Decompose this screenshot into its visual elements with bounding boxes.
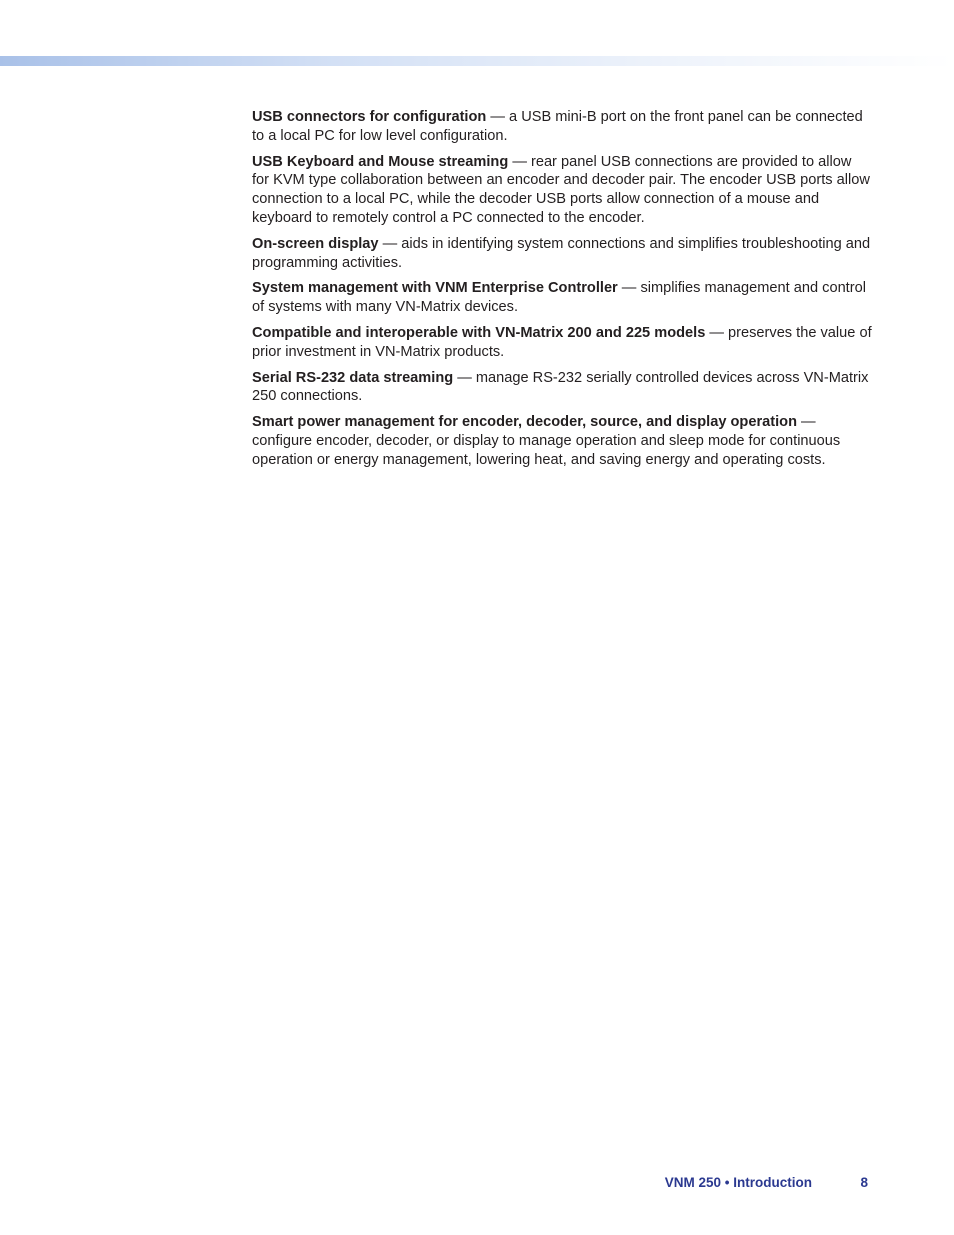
feature-compatibility: [252, 324, 872, 362]
feature-on-screen-display: [252, 235, 872, 273]
feature-description: aids in identifying system connections and simplifies troubleshooting and programming activities.: [252, 235, 871, 271]
feature-description: simplifies management and control of systems with many VN-Matrix devices.: [252, 280, 866, 316]
feature-description: rear panel USB connections are provided to allow for KVM type collaboration between an encoder and decoder pair. The encoder USB ports allow connection to a local PC, while the decoder USB ports allow connection of a mouse and keyboard to remotely control a PC connected to the encoder.: [252, 153, 870, 226]
header-band: [0, 56, 954, 66]
feature-description: configure encoder, decoder, or display to manage operation and sleep mode for continuous operation or energy management, lowering heat, and saving energy and operating costs.: [252, 432, 841, 468]
feature-separator: —: [705, 324, 729, 341]
feature-separator: —: [486, 109, 510, 125]
feature-separator: —: [453, 369, 476, 386]
feature-description: manage RS-232 serially controlled devices across VN-Matrix 250 connections.: [252, 369, 869, 405]
feature-term: On-screen display: [252, 235, 379, 252]
footer-section-label: VNM 250 • Introduction: [664, 1175, 812, 1190]
feature-separator: —: [617, 280, 641, 297]
feature-smart-power: [252, 413, 872, 469]
feature-usb-kvm-streaming: [252, 153, 872, 228]
feature-term: USB connectors for configuration: [252, 109, 487, 125]
feature-list: [252, 108, 872, 477]
feature-description: preserves the value of prior investment in VN-Matrix products.: [252, 324, 872, 360]
feature-separator: —: [508, 153, 531, 170]
feature-term: Smart power management for encoder, decoder, source, and display operation: [252, 414, 797, 431]
page-number: 8: [860, 1175, 868, 1190]
feature-term: Serial RS-232 data streaming: [252, 369, 454, 386]
feature-serial-rs232: [252, 369, 872, 407]
feature-separator: —: [378, 235, 402, 252]
feature-separator: —: [796, 414, 816, 431]
feature-term: Compatible and interoperable with VN-Matrix 200 and 225 models: [252, 324, 706, 341]
feature-system-management: [252, 279, 872, 317]
feature-term: System management with VNM Enterprise Controller: [252, 280, 618, 297]
feature-usb-configuration: [252, 108, 872, 146]
feature-description: a USB mini-B port on the front panel can be connected to a local PC for low level configuration.: [252, 109, 863, 144]
feature-term: USB Keyboard and Mouse streaming: [252, 153, 509, 170]
